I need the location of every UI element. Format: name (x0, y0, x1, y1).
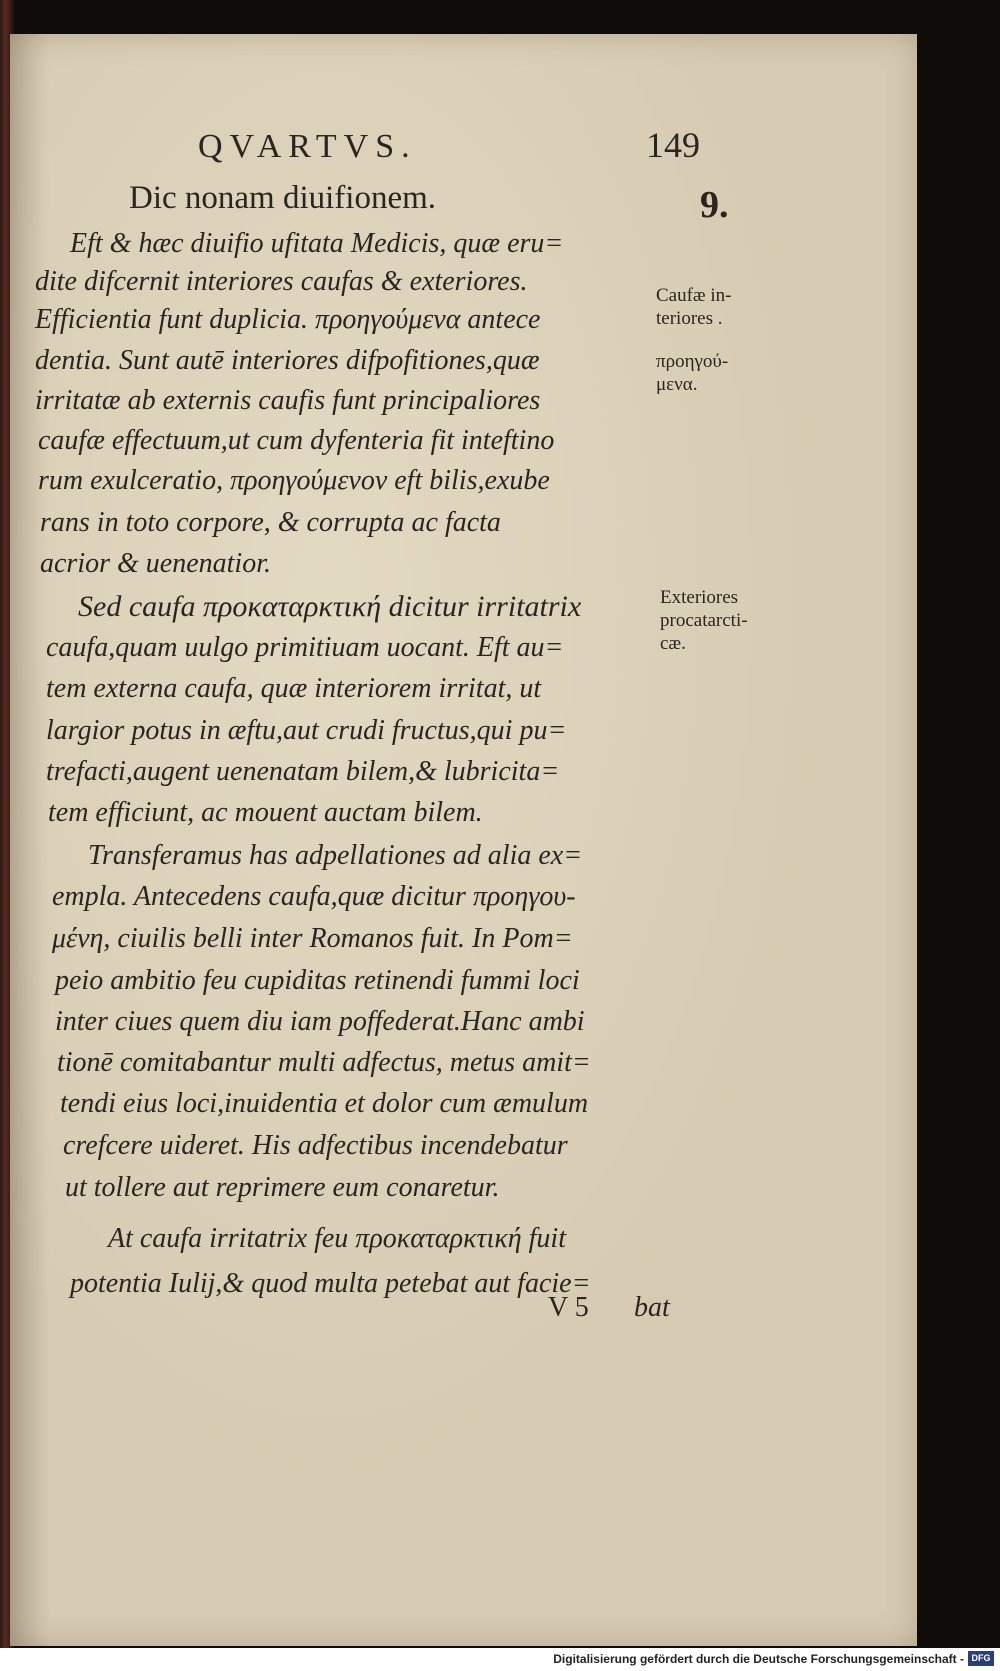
text-line: tionē comitabantur multi adfectus, metus amit= (57, 1047, 591, 1078)
text-line: Eft & hæc diuifio ufitata Medicis, quæ eru= (70, 228, 564, 259)
text-line: rans in toto corpore, & corrupta ac facta (40, 507, 501, 538)
dfg-logo: DFG (968, 1651, 994, 1666)
text-line: dentia. Sunt autē interiores difpofitiones,quæ (35, 345, 540, 376)
text-line: μένη, ciuilis belli inter Romanos fuit. In Pom= (52, 923, 573, 954)
text-line: rum exulceratio, προηγούμενον eft bilis,exube (38, 465, 550, 496)
text-line: irritatæ ab externis caufis funt principaliores (35, 385, 541, 416)
text-line: Sed caufa προκαταρκτική dicitur irritatrix (78, 590, 582, 623)
signature-mark: V 5 (548, 1292, 589, 1323)
text-line: tem externa caufa, quæ interiorem irritat, ut (46, 673, 542, 704)
text-line: acrior & uenenatior. (40, 548, 271, 579)
text-line: potentia Iulij,& quod multa petebat aut facie= (70, 1268, 591, 1299)
catchword: bat (634, 1292, 670, 1323)
text-line: Transferamus has adpellationes ad alia ex= (88, 840, 583, 871)
marginal-note: Exteriores procatarcti- cæ. (660, 587, 748, 654)
funding-notice: Digitalisierung gefördert durch die Deutsche Forschungsgemeinschaft - (553, 1652, 964, 1666)
running-head: QVARTVS. (198, 128, 417, 165)
section-number: 9. (700, 184, 729, 226)
text-line: trefacti,augent uenenatam bilem,& lubricita= (46, 756, 560, 787)
text-line: empla. Antecedens caufa,quæ dicitur προηγου- (52, 881, 576, 912)
text-line: inter ciues quem diu iam poffederat.Hanc ambi (55, 1006, 585, 1037)
page-number: 149 (646, 125, 700, 165)
text-line: caufæ effectuum,ut cum dyfenteria fit inteftino (38, 425, 555, 456)
marginal-note: προηγού- μενα. (656, 351, 729, 395)
text-line: crefcere uideret. His adfectibus incendebatur (63, 1130, 568, 1161)
text-line: peio ambitio feu cupiditas retinendi fummi loci (55, 965, 580, 996)
marginal-note: Caufæ in- teriores . (656, 285, 732, 329)
footer-bar (0, 1648, 1000, 1671)
page-header (0, 125, 1000, 165)
text-line: largior potus in æftu,aut crudi fructus,qui pu= (46, 715, 567, 746)
text-line: tem efficiunt, ac mouent auctam bilem. (48, 797, 483, 828)
text-line: dite difcernit interiores caufas & exteriores. (35, 266, 528, 297)
section-heading: Dic nonam diuifionem. (129, 180, 437, 216)
text-line: caufa,quam uulgo primitiuam uocant. Eft au= (46, 632, 564, 663)
text-line: tendi eius loci,inuidentia et dolor cum æmulum (60, 1088, 589, 1119)
text-line: Efficientia funt duplicia. προηγούμενα antece (35, 304, 541, 335)
text-line: ut tollere aut reprimere eum conaretur. (65, 1172, 500, 1203)
text-line: At caufa irritatrix feu προκαταρκτική fuit (108, 1223, 566, 1254)
